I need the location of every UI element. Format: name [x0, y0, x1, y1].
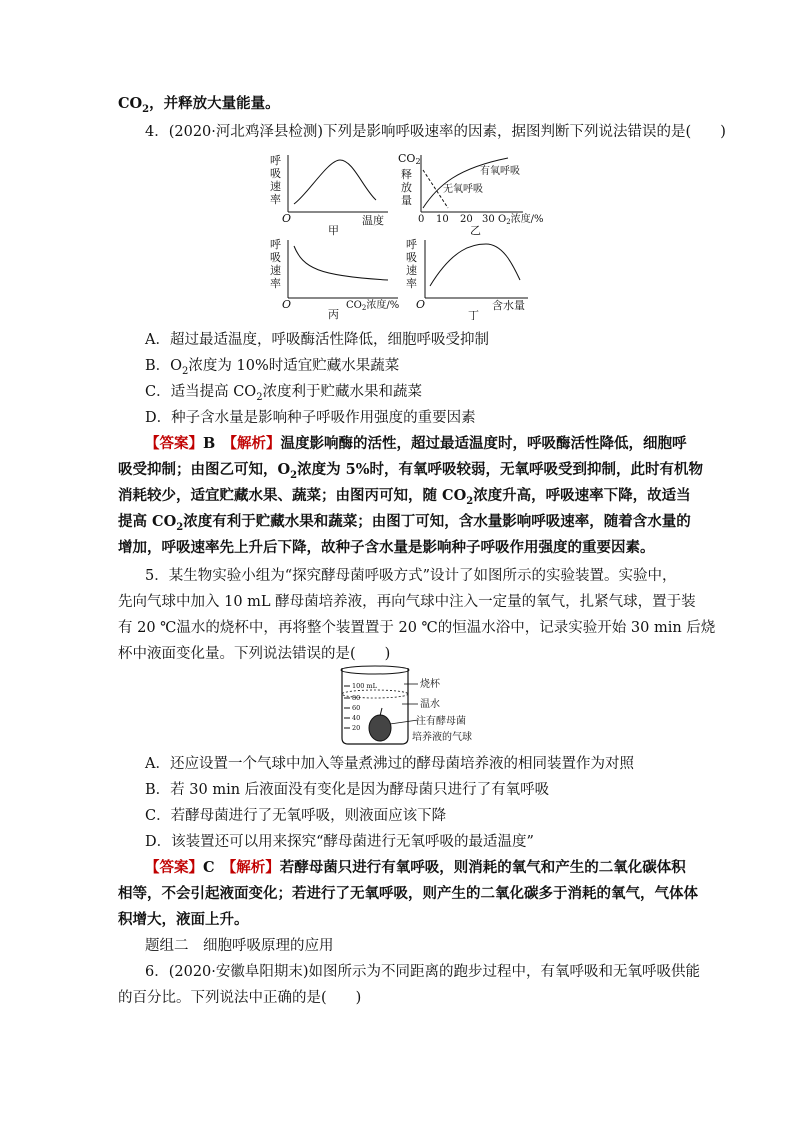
jia-curve — [294, 160, 376, 204]
group2-title: 题组二 细胞呼吸原理的应用 — [145, 938, 334, 954]
svg-text:释: 释 — [401, 168, 412, 181]
q5-stem-1: 5．某生物实验小组为“探究酵母菌呼吸方式”设计了如图所示的实验装置。实验中， — [145, 568, 677, 584]
jia-ylabel-2: 速 — [270, 180, 281, 193]
q4-stem: 4．(2020·河北鸡泽县检测)下列是影响呼吸速率的因素，据图判断下列说法错误的是( ) — [145, 124, 726, 140]
svg-text:烧杯: 烧杯 — [420, 679, 440, 690]
q5-stem-2: 先向气球中加入 10 mL 酵母菌培养液，再向气球中注入一定量的氧气，扎紧气球，置于装 — [118, 594, 696, 610]
svg-text:吸: 吸 — [270, 251, 281, 264]
svg-text:温水: 温水 — [420, 699, 440, 710]
graph-jia — [270, 154, 388, 237]
svg-text:培养液的气球: 培养液的气球 — [412, 732, 472, 743]
svg-text:呼: 呼 — [270, 238, 281, 251]
svg-text:呼: 呼 — [406, 238, 417, 251]
bing-curve — [294, 246, 388, 280]
q6-stem-2: 的百分比。下列说法中正确的是( ) — [118, 990, 362, 1006]
q3-tail: $CO_2$，并释放大量能量。 — [118, 95, 280, 115]
svg-text:0: 0 — [418, 214, 425, 225]
yi-label-anaerobic: 无氧呼吸 — [443, 184, 483, 195]
q5-option-b: B．若 30 min 后液面没有变化是因为酵母菌只进行了有氧呼吸 — [145, 782, 550, 798]
svg-text:率: 率 — [406, 277, 417, 290]
q5-figure — [330, 664, 490, 748]
svg-text:CO2浓度/%: $CO_2$浓度/% — [346, 300, 400, 312]
svg-text:30: 30 — [482, 214, 495, 225]
q4-answer: 【答案】B 【解析】温度影响酶的活性，超过最适温度时，呼吸酶活性降低，细胞呼 — [145, 435, 687, 452]
jia-caption: 甲 — [328, 224, 339, 237]
jia-ylabel-1: 吸 — [270, 167, 281, 180]
svg-text:20: 20 — [352, 724, 361, 732]
svg-text:CO2: CO2 — [398, 152, 421, 166]
svg-text:O: O — [416, 298, 426, 311]
svg-text:注有酵母菌: 注有酵母菌 — [416, 716, 466, 727]
q4-analysis-4: 提高 $CO_2$浓度有利于贮藏水果和蔬菜；由图丁可知，含水量影响呼吸速率，随着含水量的 — [118, 513, 691, 533]
svg-text:80: 80 — [352, 694, 361, 702]
q5-analysis-3: 积增大，液面上升。 — [118, 911, 249, 928]
svg-text:40: 40 — [352, 714, 361, 722]
svg-text:100 mL: 100 mL — [352, 682, 377, 690]
svg-text:20: 20 — [460, 214, 473, 225]
graph-bing — [270, 238, 399, 320]
ding-curve — [430, 244, 520, 286]
svg-text:含水量: 含水量 — [492, 299, 525, 312]
q4-analysis-3: 消耗较少，适宜贮藏水果、蔬菜；由图丙可知，随 $CO_2$浓度升高，呼吸速率下降，故适当 — [118, 487, 691, 507]
q5-analysis-2: 相等，不会引起液面变化；若进行了无氧呼吸，则产生的二氧化碳多于消耗的氧气，气体体 — [118, 885, 698, 902]
svg-text:速: 速 — [406, 264, 417, 277]
q5-answer: 【答案】C 【解析】若酵母菌只进行有氧呼吸，则消耗的氧气和产生的二氧化碳体积 — [145, 859, 686, 876]
graph-ding — [406, 238, 528, 320]
jia-ylabel-0: 呼 — [270, 154, 281, 167]
q4-analysis-2: 吸受抑制；由图乙可知，$O_2$浓度为 5%时，有氧呼吸较弱，无氧呼吸受到抑制，此时有机物 — [118, 461, 704, 481]
svg-text:率: 率 — [270, 277, 281, 290]
jia-ylabel-3: 率 — [270, 193, 281, 206]
q4-analysis-5: 增加，呼吸速率先上升后下降，故种子含水量是影响种子呼吸作用强度的重要因素。 — [118, 539, 655, 556]
svg-text:O: O — [282, 298, 292, 311]
graph-yi — [398, 152, 544, 237]
jia-origin: O — [282, 212, 292, 225]
svg-text:吸: 吸 — [406, 251, 417, 264]
q4-option-b: B．$O_2$浓度为 10%时适宜贮藏水果蔬菜 — [145, 358, 400, 377]
svg-text:放: 放 — [401, 181, 412, 194]
svg-text:O2浓度/%: $O_2$浓度/% — [498, 214, 544, 226]
svg-text:10: 10 — [436, 214, 449, 225]
yi-caption: 乙 — [470, 224, 481, 237]
yi-label-aerobic: 有氧呼吸 — [480, 166, 520, 177]
q5-option-c: C．若酵母菌进行了无氧呼吸，则液面应该下降 — [145, 808, 447, 824]
q5-option-a: A．还应设置一个气球中加入等量煮沸过的酵母菌培养液的相同装置作为对照 — [145, 756, 634, 772]
ding-caption: 丁 — [468, 309, 479, 320]
jia-xlabel: 温度 — [362, 214, 384, 227]
svg-text:量: 量 — [401, 194, 412, 207]
q4-option-a: A．超过最适温度，呼吸酶活性降低，细胞呼吸受抑制 — [145, 332, 489, 348]
q6-stem-1: 6．(2020·安徽阜阳期末)如图所示为不同距离的跑步过程中，有氧呼吸和无氧呼吸供能 — [145, 964, 701, 980]
svg-text:60: 60 — [352, 704, 361, 712]
q4-figure — [258, 150, 558, 320]
balloon — [369, 715, 391, 741]
bing-caption: 丙 — [328, 308, 339, 320]
q5-option-d: D．该装置还可以用来探究“酵母菌进行无氧呼吸的最适温度” — [145, 834, 534, 850]
q4-option-c: C．适当提高 $CO_2$浓度利于贮藏水果和蔬菜 — [145, 384, 423, 403]
q4-option-d: D．种子含水量是影响种子呼吸作用强度的重要因素 — [145, 410, 476, 426]
svg-text:速: 速 — [270, 264, 281, 277]
q5-stem-3: 有 20 ℃温水的烧杯中，再将整个装置置于 20 ℃的恒温水浴中，记录实验开始 30 min 后烧 — [118, 620, 716, 636]
q5-stem-4: 杯中液面变化量。下列说法错误的是( ) — [118, 646, 391, 662]
